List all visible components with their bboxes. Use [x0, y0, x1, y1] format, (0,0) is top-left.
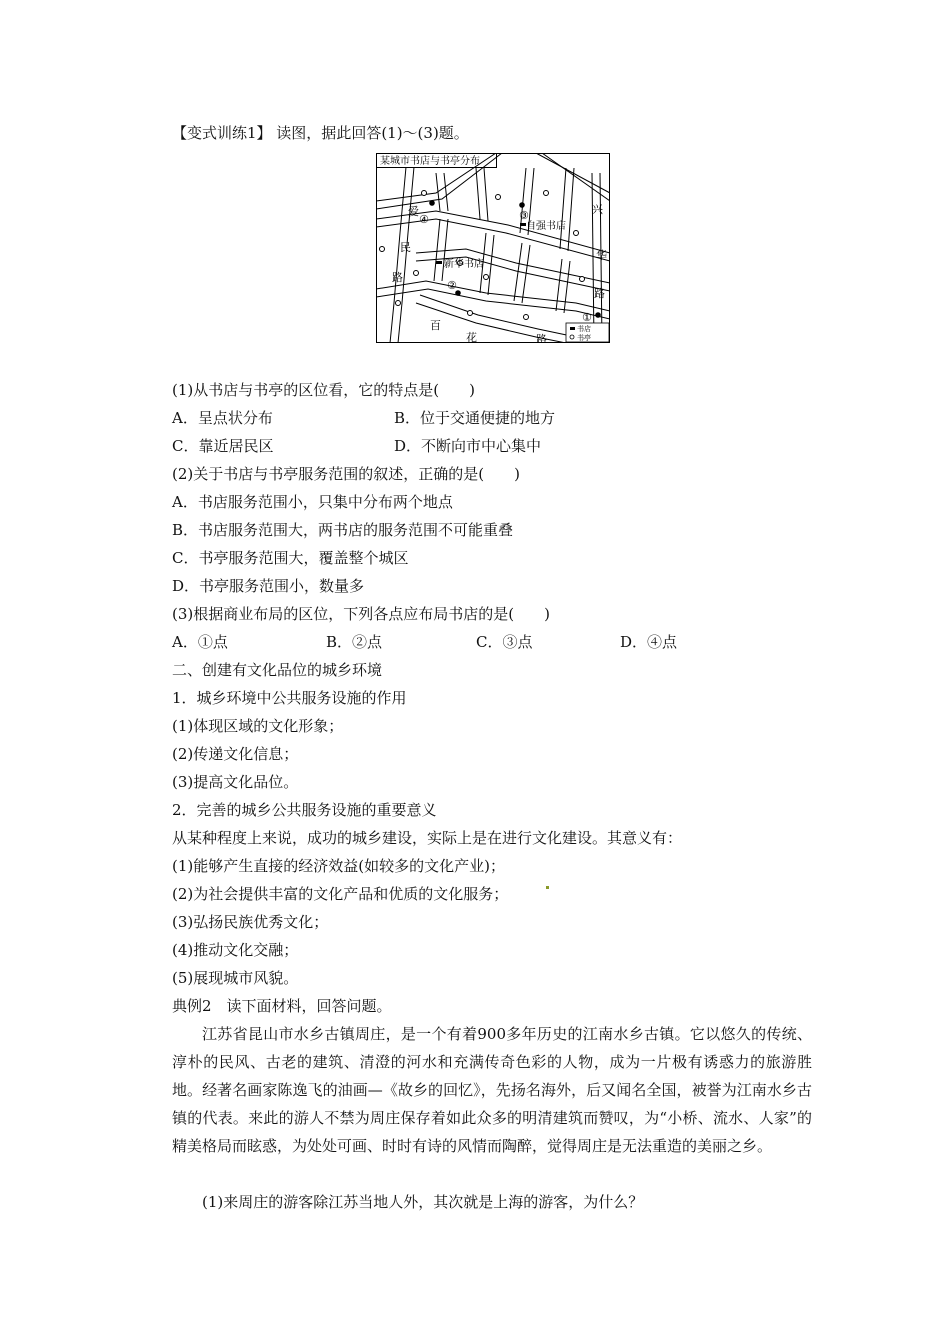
sub2-item-3: (3)弘扬民族优秀文化；	[172, 913, 329, 931]
q1-option-d: D．不断向市中心集中	[394, 437, 542, 455]
map-point-3: ③	[519, 209, 529, 222]
map-point-1: ①	[582, 311, 592, 324]
map-label-xinhua: 新华书店	[444, 259, 484, 270]
q2-option-c: C．书亭服务范围大，覆盖整个城区	[172, 549, 409, 567]
map-label-ziqiang: 自强书店	[526, 221, 566, 232]
example2-material: 江苏省昆山市水乡古镇周庄，是一个有着900多年历史的江南水乡古镇。它以悠久的传统、淳朴的民风、古老的建筑、清澄的河水和充满传奇色彩的人物，成为一片极有诱惑力的旅游胜地。经著名画家陈逸飞的油画—《故乡的回忆》，先扬名海外，后又闻名全国，被誉为江南水乡古镇的代表。来此的游人不禁为周庄保存着如此众多的明清建筑而赞叹，为“小桥、流水、人家”的精美格局而眩惑，为处处可画、时时有诗的风情而陶醉，觉得周庄是无法重造的美丽之乡。	[172, 1025, 812, 1155]
q3-options-row	[172, 632, 812, 652]
q1-options-row2	[172, 436, 812, 456]
map-point-2: ②	[447, 279, 457, 292]
example2-title: 典例2 读下面材料，回答问题。	[172, 997, 392, 1015]
map-title: 某城市书店与书亭分布	[380, 156, 480, 167]
sub2-item-2: (2)为社会提供丰富的文化产品和优质的文化服务；	[172, 885, 509, 903]
map-label-bai: 百	[430, 319, 441, 332]
q3-option-c: C．③点	[476, 633, 533, 651]
section2-sub1: 1．城乡环境中公共服务设施的作用	[172, 689, 407, 707]
q2-option-b: B．书店服务范围大，两书店的服务范围不可能重叠	[172, 521, 514, 539]
map-point-4: ④	[419, 213, 429, 226]
sub2-intro: 从某种程度上来说，成功的城乡建设，实际上是在进行文化建设。其意义有：	[172, 829, 683, 847]
map-label-lu-right: 路	[594, 287, 605, 300]
sub2-item-4: (4)推动文化交融；	[172, 941, 299, 959]
q3-option-b: B．②点	[326, 633, 383, 651]
q1-option-b: B．位于交通便捷的地方	[394, 409, 556, 427]
q2-stem: (2)关于书店与书亭服务范围的叙述，正确的是( )	[172, 465, 520, 483]
section2-sub2: 2．完善的城乡公共服务设施的重要意义	[172, 801, 437, 819]
q3-option-d: D．④点	[620, 633, 678, 651]
q1-options-row1	[172, 408, 812, 428]
section2-heading: 二、创建有文化品位的城乡环境	[172, 661, 383, 679]
sub1-item-1: (1)体现区域的文化形象；	[172, 717, 344, 735]
city-map-figure	[376, 153, 610, 343]
map-label-hua-right: 华	[596, 249, 607, 262]
sub2-item-5: (5)展现城市风貌。	[172, 969, 299, 987]
map-label-min: 民	[400, 241, 411, 254]
legend-kiosk: 书亭	[577, 334, 591, 342]
example2-question: (1)来周庄的游客除江苏当地人外，其次就是上海的游客，为什么？	[202, 1193, 644, 1211]
q3-stem: (3)根据商业布局的区位，下列各点应布局书店的是( )	[172, 605, 550, 623]
q1-option-c: C．靠近居民区	[172, 437, 274, 455]
q1-stem: (1)从书店与书亭的区位看，它的特点是( )	[172, 381, 475, 399]
stray-dot	[546, 886, 549, 889]
legend-bookstore: 书店	[577, 325, 591, 333]
exercise-intro: 【变式训练1】 读图，据此回答(1)～(3)题。	[172, 124, 469, 142]
sub2-item-1: (1)能够产生直接的经济效益(如较多的文化产业)；	[172, 857, 505, 875]
map-label-hua-bottom: 花	[466, 331, 477, 343]
map-label-xing: 兴	[592, 203, 603, 216]
q2-option-d: D．书亭服务范围小，数量多	[172, 577, 365, 595]
q2-option-a: A．书店服务范围小，只集中分布两个地点	[172, 493, 453, 511]
map-label-ai: 爱	[408, 205, 419, 218]
q3-option-a: A．①点	[172, 633, 228, 651]
map-label-lu-bottom: 路	[536, 333, 547, 343]
sub1-item-3: (3)提高文化品位。	[172, 773, 299, 791]
q1-option-a: A．呈点状分布	[172, 409, 273, 427]
map-label-lu-left: 路	[392, 271, 403, 284]
sub1-item-2: (2)传递文化信息；	[172, 745, 299, 763]
